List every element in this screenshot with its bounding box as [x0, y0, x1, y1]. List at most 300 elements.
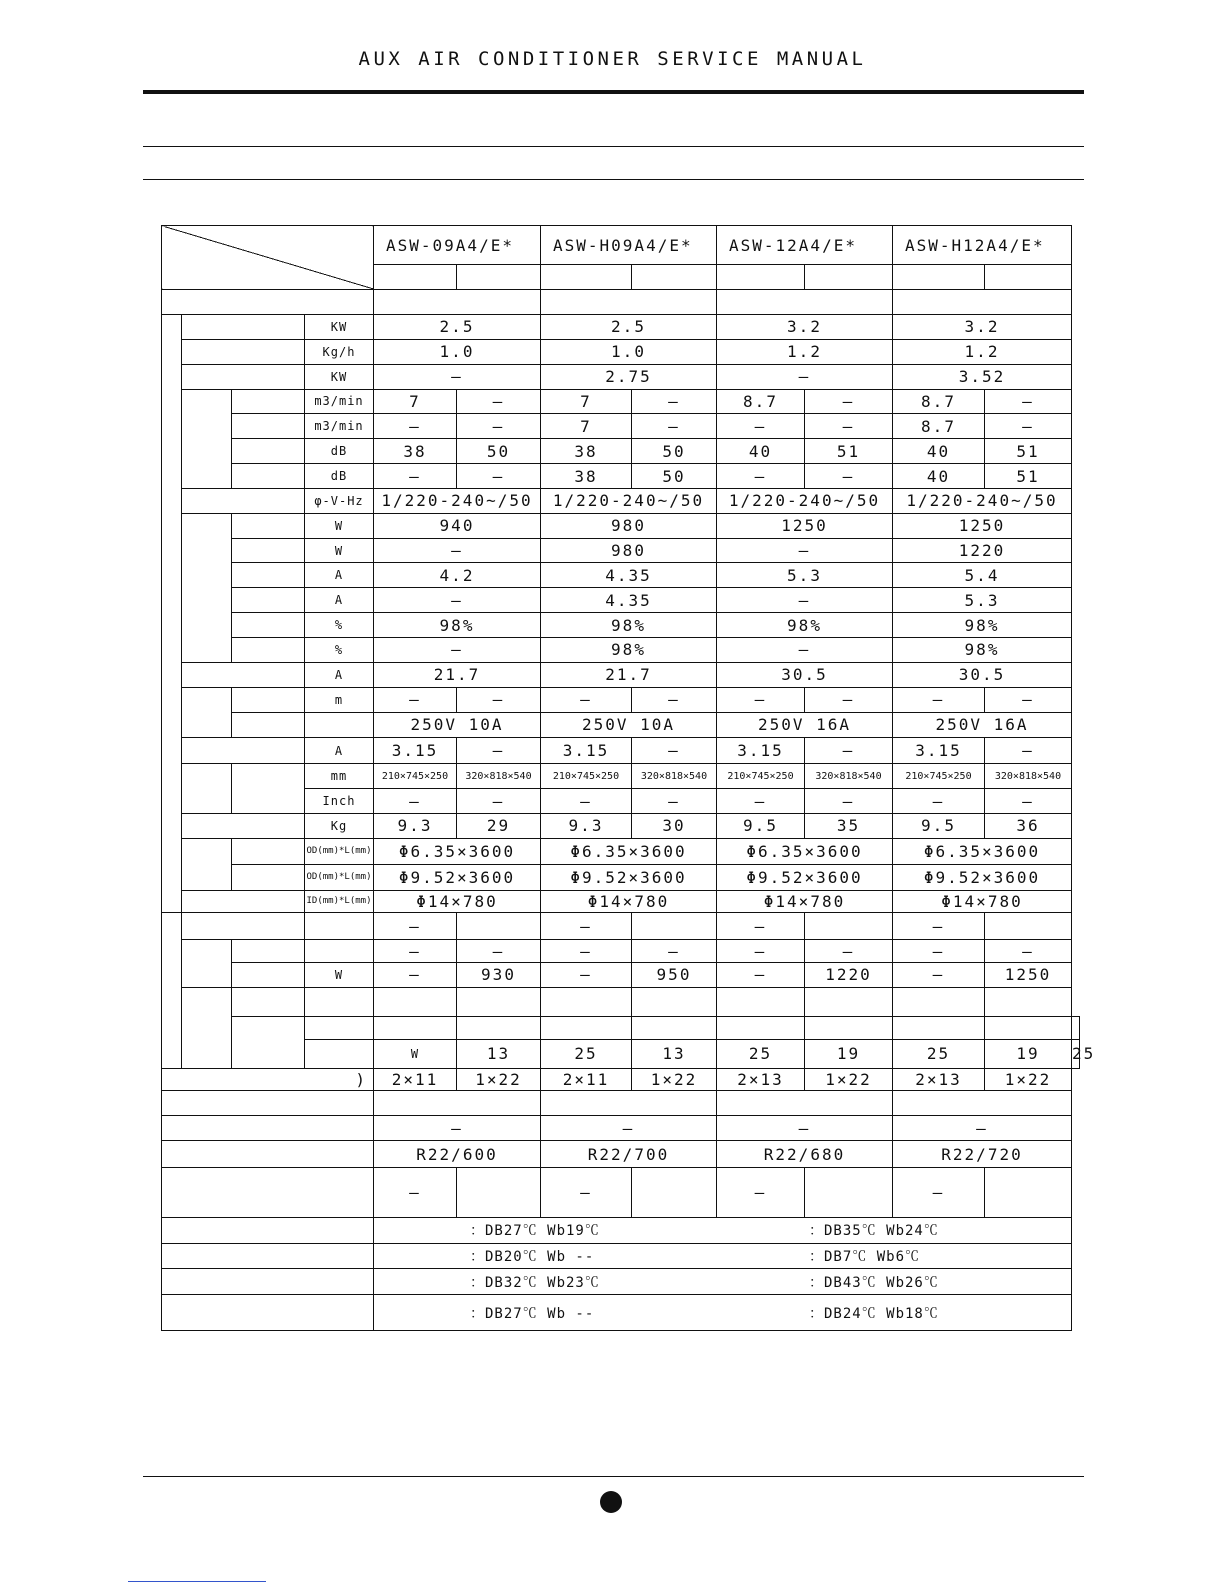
value-cell: –	[717, 638, 893, 663]
footer-rule	[143, 1476, 1084, 1477]
value-cell: 210×745×250	[541, 764, 632, 789]
value-cell: 1.0	[374, 339, 541, 364]
value-cell: –	[541, 913, 632, 940]
value-cell: 13	[457, 1039, 541, 1068]
value-cell: –	[541, 687, 632, 712]
value-cell: 1.0	[541, 339, 717, 364]
value-cell	[457, 987, 541, 1016]
spec-row	[162, 987, 1080, 1016]
value-cell: –	[805, 464, 893, 489]
model-name: ASW-12A4/E*	[717, 226, 893, 265]
condition-cell	[374, 1295, 1072, 1331]
unit-cell: mm	[305, 764, 374, 789]
value-cell	[374, 987, 457, 1016]
value-cell: –	[457, 687, 541, 712]
value-cell: 38	[541, 439, 632, 464]
value-cell: –	[374, 538, 541, 563]
page-number-dot	[600, 1491, 622, 1513]
unit-cell: W	[305, 538, 374, 563]
value-cell: 98%	[541, 613, 717, 638]
value-cell: R22/680	[717, 1141, 893, 1168]
subheader-cell	[805, 265, 893, 290]
value-cell: Φ9.52×3600	[541, 864, 717, 890]
label-cell	[182, 738, 305, 764]
unit-cell: W	[305, 513, 374, 538]
label-cell	[182, 838, 232, 890]
subheader-cell	[893, 265, 985, 290]
value-cell: R22/700	[541, 1141, 717, 1168]
value-cell: –	[457, 389, 541, 414]
subheader-cell	[632, 265, 717, 290]
spec-row	[162, 439, 1080, 464]
unit-cell	[305, 712, 374, 738]
unit-cell: KW	[305, 364, 374, 389]
value-cell: Φ14×780	[541, 890, 717, 913]
value-cell: R22/720	[893, 1141, 1072, 1168]
unit-cell: ID(mm)*L(mm)	[305, 890, 374, 913]
value-cell: Φ9.52×3600	[374, 864, 541, 890]
value-cell: 40	[893, 464, 985, 489]
value-cell	[717, 1091, 893, 1116]
spec-row	[162, 1141, 1080, 1168]
spec-row	[162, 940, 1080, 963]
value-cell: –	[985, 389, 1072, 414]
value-cell: –	[541, 1116, 717, 1141]
value-cell: 98%	[541, 638, 717, 663]
spec-row	[162, 1016, 1080, 1039]
value-cell: 2×13	[717, 1068, 805, 1091]
value-cell: Φ9.52×3600	[717, 864, 893, 890]
value-cell: –	[632, 789, 717, 814]
spec-row	[162, 764, 1080, 789]
value-cell: 250V 16A	[893, 712, 1072, 738]
value-cell: 3.15	[893, 738, 985, 764]
value-cell: –	[541, 940, 632, 963]
value-cell: 40	[893, 439, 985, 464]
value-cell: –	[632, 940, 717, 963]
value-cell: 250V 16A	[717, 712, 893, 738]
value-cell	[541, 987, 632, 1016]
spec-row	[162, 315, 1080, 340]
unit-cell: A	[305, 662, 374, 687]
value-cell: 50	[457, 439, 541, 464]
value-cell: –	[985, 940, 1072, 963]
label-cell	[232, 563, 305, 588]
value-cell: 25	[541, 1039, 632, 1068]
value-cell: –	[717, 364, 893, 389]
unit-cell: m3/min	[305, 389, 374, 414]
label-cell	[162, 290, 374, 315]
condition-left: ：DB27℃ Wb --	[470, 1305, 595, 1322]
label-cell	[232, 963, 305, 988]
value-cell: –	[717, 687, 805, 712]
label-cell	[232, 838, 305, 864]
label-cell	[182, 364, 305, 389]
spec-row	[162, 1116, 1080, 1141]
spec-row	[162, 339, 1080, 364]
value-cell: –	[632, 687, 717, 712]
value-cell: Φ14×780	[893, 890, 1072, 913]
value-cell: –	[374, 364, 541, 389]
spec-row	[162, 1168, 1080, 1218]
value-cell: –	[717, 588, 893, 613]
value-cell	[457, 1016, 541, 1039]
value-cell: –	[374, 687, 457, 712]
label-cell	[182, 987, 232, 1068]
value-cell: 3.15	[374, 738, 457, 764]
label-cell	[162, 1168, 374, 1218]
value-cell: 1×22	[805, 1068, 893, 1091]
condition-row	[162, 1243, 1080, 1269]
condition-left: ：DB20℃ Wb --	[470, 1249, 595, 1266]
value-cell: –	[632, 738, 717, 764]
condition-cell	[374, 1243, 1072, 1269]
value-cell: 2.75	[541, 364, 717, 389]
value-cell: –	[717, 414, 805, 439]
unit-cell: OD(mm)*L(mm)	[305, 864, 374, 890]
model-name: ASW-H12A4/E*	[893, 226, 1072, 265]
value-cell: 3.52	[893, 364, 1072, 389]
value-cell: 3.15	[717, 738, 805, 764]
value-cell: 320×818×540	[632, 764, 717, 789]
label-cell	[232, 687, 305, 712]
label-cell	[162, 1141, 374, 1168]
value-cell: 98%	[717, 613, 893, 638]
value-cell: 2×11	[541, 1068, 632, 1091]
value-cell: 980	[541, 513, 717, 538]
value-cell: 21.7	[541, 662, 717, 687]
value-cell: Φ6.35×3600	[541, 838, 717, 864]
value-cell: –	[374, 940, 457, 963]
value-cell: R22/600	[374, 1141, 541, 1168]
model-header-row	[162, 226, 1080, 265]
value-cell: 1250	[717, 513, 893, 538]
value-cell: 51	[985, 464, 1072, 489]
value-cell: –	[374, 963, 457, 988]
value-cell: 5.3	[717, 563, 893, 588]
spec-row	[162, 1091, 1080, 1116]
value-cell: –	[374, 464, 457, 489]
value-cell: 7	[541, 389, 632, 414]
unit-cell: A	[305, 738, 374, 764]
value-cell: Φ9.52×3600	[893, 864, 1072, 890]
label-cell	[305, 1039, 374, 1068]
spec-row	[162, 638, 1080, 663]
value-cell: 4.2	[374, 563, 541, 588]
label-cell	[232, 613, 305, 638]
value-cell: –	[541, 1168, 632, 1218]
unit-cell: A	[305, 563, 374, 588]
value-cell: –	[985, 789, 1072, 814]
value-cell	[985, 1168, 1072, 1218]
value-cell: 940	[374, 513, 541, 538]
subheader-cell	[457, 265, 541, 290]
value-cell: –	[717, 963, 805, 988]
label-cell	[232, 389, 305, 414]
value-cell: 320×818×540	[457, 764, 541, 789]
value-cell: 2.5	[374, 315, 541, 340]
value-cell: –	[717, 789, 805, 814]
value-cell: 4.35	[541, 563, 717, 588]
value-cell: 2×11	[374, 1068, 457, 1091]
value-cell: 4.35	[541, 588, 717, 613]
label-cell	[182, 687, 232, 738]
label-cell	[162, 1243, 374, 1269]
value-cell: 9.5	[893, 813, 985, 838]
value-cell	[985, 913, 1072, 940]
value-cell: 30.5	[717, 662, 893, 687]
value-cell	[374, 1091, 541, 1116]
value-cell: Φ6.35×3600	[893, 838, 1072, 864]
value-cell: 50	[632, 464, 717, 489]
value-cell: –	[893, 913, 985, 940]
condition-row	[162, 1269, 1080, 1295]
spec-row	[162, 913, 1080, 940]
unit-cell	[305, 913, 374, 940]
label-cell	[182, 488, 305, 513]
value-cell: –	[632, 414, 717, 439]
value-cell	[632, 1016, 717, 1039]
unit-cell: dB	[305, 439, 374, 464]
value-cell	[717, 987, 805, 1016]
value-cell: –	[805, 389, 893, 414]
spec-row	[162, 389, 1080, 414]
label-cell	[162, 1217, 374, 1243]
subheader-cell	[541, 265, 632, 290]
blank-cell	[717, 290, 893, 315]
label-cell	[232, 987, 305, 1016]
value-cell: –	[374, 588, 541, 613]
value-cell: –	[457, 789, 541, 814]
value-cell: 1/220-240~/50	[717, 488, 893, 513]
value-cell: Φ6.35×3600	[717, 838, 893, 864]
value-cell: 25	[717, 1039, 805, 1068]
label-cell	[232, 940, 305, 963]
subheader-cell	[374, 265, 457, 290]
spec-row	[162, 662, 1080, 687]
value-cell: 1×22	[457, 1068, 541, 1091]
value-cell: 1/220-240~/50	[374, 488, 541, 513]
spec-row	[162, 488, 1080, 513]
spec-row	[162, 813, 1080, 838]
value-cell: 9.5	[717, 813, 805, 838]
label-cell	[162, 315, 182, 913]
spec-row	[162, 538, 1080, 563]
label-cell	[232, 414, 305, 439]
label-cell	[162, 913, 182, 1068]
value-cell: –	[805, 687, 893, 712]
value-cell: –	[805, 940, 893, 963]
value-cell: 1.2	[717, 339, 893, 364]
value-cell: –	[717, 1168, 805, 1218]
value-cell: 36	[985, 813, 1072, 838]
value-cell: 38	[541, 464, 632, 489]
spec-row	[162, 838, 1080, 864]
value-cell: –	[541, 963, 632, 988]
unit-cell	[305, 940, 374, 963]
value-cell	[1072, 1016, 1080, 1039]
condition-right: ：DB7℃ Wb6℃	[809, 1249, 921, 1266]
spec-row	[162, 364, 1080, 389]
link-underline	[128, 1581, 266, 1582]
condition-left: ：DB27℃ Wb19℃	[470, 1223, 600, 1240]
value-cell: 5.4	[893, 563, 1072, 588]
value-cell: 8.7	[893, 414, 985, 439]
label-cell	[182, 315, 305, 340]
value-cell	[632, 987, 717, 1016]
unit-cell: Kg/h	[305, 339, 374, 364]
label-cell	[305, 1016, 374, 1039]
value-cell: –	[374, 1116, 541, 1141]
value-cell	[893, 1091, 1072, 1116]
value-cell: –	[985, 738, 1072, 764]
spec-row	[162, 712, 1080, 738]
value-cell: 1220	[805, 963, 893, 988]
label-cell	[162, 1091, 374, 1116]
spec-row	[162, 613, 1080, 638]
value-cell: –	[893, 789, 985, 814]
value-cell: 51	[985, 439, 1072, 464]
value-cell: –	[893, 963, 985, 988]
unit-cell: KW	[305, 315, 374, 340]
label-cell	[232, 638, 305, 663]
label-cell	[182, 339, 305, 364]
label-cell	[232, 712, 305, 738]
label-cell	[182, 662, 305, 687]
value-cell: 1250	[893, 513, 1072, 538]
value-cell: 25	[1072, 1039, 1080, 1068]
spec-row	[162, 1068, 1080, 1091]
label-cell	[232, 513, 305, 538]
value-cell: 3.2	[717, 315, 893, 340]
value-cell: 35	[805, 813, 893, 838]
label-cell	[232, 464, 305, 489]
value-cell: 2.5	[541, 315, 717, 340]
label-cell	[182, 764, 232, 814]
value-cell: 98%	[893, 613, 1072, 638]
spec-row	[162, 513, 1080, 538]
unit-cell: Kg	[305, 813, 374, 838]
value-cell: –	[457, 738, 541, 764]
spec-row	[162, 563, 1080, 588]
value-cell: 29	[457, 813, 541, 838]
value-cell: 21.7	[374, 662, 541, 687]
spec-row	[162, 738, 1080, 764]
value-cell	[805, 913, 893, 940]
condition-row	[162, 1295, 1080, 1331]
label-cell	[182, 913, 305, 940]
blank-cell	[374, 290, 541, 315]
value-cell: 8.7	[893, 389, 985, 414]
value-cell: 38	[374, 439, 457, 464]
blank-row	[162, 290, 1080, 315]
value-cell: 98%	[374, 613, 541, 638]
value-cell: 210×745×250	[717, 764, 805, 789]
unit-cell: m3/min	[305, 414, 374, 439]
value-cell: –	[717, 1116, 893, 1141]
value-cell	[457, 913, 541, 940]
value-cell: 9.3	[374, 813, 457, 838]
blank-cell	[541, 290, 717, 315]
value-cell: –	[893, 940, 985, 963]
value-cell: 980	[541, 538, 717, 563]
value-cell: 19	[985, 1039, 1072, 1068]
unit-cell: %	[305, 638, 374, 663]
value-cell: –	[457, 414, 541, 439]
value-cell	[893, 987, 985, 1016]
label-cell	[162, 1295, 374, 1331]
value-cell: –	[893, 1168, 985, 1218]
value-cell: –	[374, 913, 457, 940]
label-cell	[232, 864, 305, 890]
value-cell: 210×745×250	[893, 764, 985, 789]
label-cell	[162, 1116, 374, 1141]
value-cell: 320×818×540	[805, 764, 893, 789]
value-cell: 40	[717, 439, 805, 464]
value-cell: 30	[632, 813, 717, 838]
value-cell: 2×13	[893, 1068, 985, 1091]
label-cell	[182, 813, 305, 838]
header-rule	[143, 90, 1084, 94]
value-cell: –	[985, 687, 1072, 712]
model-name: ASW-09A4/E*	[374, 226, 541, 265]
unit-cell: A	[305, 588, 374, 613]
spec-row	[162, 588, 1080, 613]
unit-cell: OD(mm)*L(mm)	[305, 838, 374, 864]
value-cell: –	[717, 538, 893, 563]
spec-row	[162, 687, 1080, 712]
value-cell: 3.2	[893, 315, 1072, 340]
condition-cell	[374, 1269, 1072, 1295]
value-cell: –	[717, 940, 805, 963]
value-cell: 5.3	[893, 588, 1072, 613]
subheader-cell	[717, 265, 805, 290]
value-cell: 250V 10A	[374, 712, 541, 738]
value-cell: –	[374, 789, 457, 814]
value-cell: –	[457, 464, 541, 489]
value-cell: –	[374, 414, 457, 439]
value-cell: 1220	[893, 538, 1072, 563]
value-cell	[632, 1168, 717, 1218]
label-cell	[162, 1269, 374, 1295]
value-cell: 7	[541, 414, 632, 439]
spec-row	[162, 414, 1080, 439]
value-cell	[541, 1016, 632, 1039]
label-cell	[232, 588, 305, 613]
spec-row	[162, 464, 1080, 489]
condition-cell	[374, 1217, 1072, 1243]
value-cell: Φ6.35×3600	[374, 838, 541, 864]
value-cell	[805, 1168, 893, 1218]
value-cell: –	[805, 789, 893, 814]
unit-cell: m	[305, 687, 374, 712]
value-cell	[805, 1016, 893, 1039]
condition-right: ：DB24℃ Wb18℃	[809, 1305, 939, 1322]
condition-right: ：DB35℃ Wb24℃	[809, 1223, 939, 1240]
condition-right: ：DB43℃ Wb26℃	[809, 1274, 939, 1291]
value-cell: 250V 10A	[541, 712, 717, 738]
value-cell: Φ14×780	[374, 890, 541, 913]
unit-cell: %	[305, 613, 374, 638]
value-cell: 98%	[893, 638, 1072, 663]
value-cell	[893, 1016, 985, 1039]
unit-cell: W	[305, 963, 374, 988]
value-cell: 320×818×540	[985, 764, 1072, 789]
label-cell	[232, 439, 305, 464]
value-cell: 1.2	[893, 339, 1072, 364]
label-cell	[182, 940, 232, 988]
value-cell	[632, 913, 717, 940]
